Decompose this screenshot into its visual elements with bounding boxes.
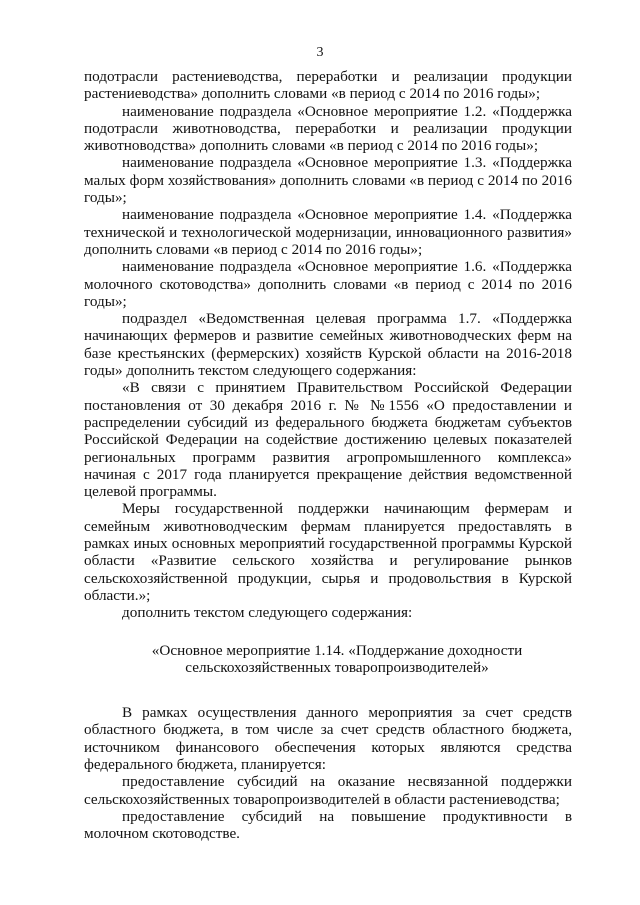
paragraph-subsection-1-4: наименование подраздела «Основное мероприятие 1.4. «Поддержка технической и технологической модернизации, инновационного развития» дополнить словами «в период с 2014 по 2016 годы»; <box>84 206 572 258</box>
paragraph-subsidy-crop: предоставление субсидий на оказание несвязанной поддержки сельскохозяйственных товаропроизводителей в области растениеводства; <box>84 773 572 808</box>
section-heading-line-2: сельскохозяйственных товаропроизводителей» <box>185 658 489 676</box>
paragraph-subsection-1-6: наименование подраздела «Основное мероприятие 1.6. «Поддержка молочного скотоводства» дополнить словами «в период с 2014 по 2016 годы»; <box>84 258 572 310</box>
paragraph-support-measures: Меры государственной поддержки начинающим фермерам и семейным животноводческим фермам планируется предоставлять в рамках иных основных мероприятий государственной программы Курской области «Развитие сельского хозяйства и регулирование рынков сельскохозяйственной продукции, сырья и продовольствия в Курской области.»; <box>84 500 572 604</box>
paragraph-measure-scope: В рамках осуществления данного мероприятия за счет средств областного бюджета, в том числе за счет средств областного бюджета, источником финансового обеспечения которых являются средства федерального бюджета, планируется: <box>84 704 572 773</box>
paragraph-government-decree: «В связи с принятием Правительством Российской Федерации постановления от 30 декабря 2016 г. № №1556 «О предоставлении и распределении субсидий из федерального бюджета бюджетам субъектов Российской Федерации на содействие достижению целевых показателей региональных программ развития агропромышленного комплекса» начиная с 2017 года планируется прекращение действия ведомственной целевой программы. <box>84 379 572 501</box>
paragraph-subsection-1-2: наименование подраздела «Основное мероприятие 1.2. «Поддержка подотрасли животноводства, переработки и реализации продукции животноводства» дополнить словами «в период с 2014 по 2016 годы»; <box>84 102 572 155</box>
section-heading-line-1: «Основное мероприятие 1.14. «Поддержание доходности <box>151 641 523 659</box>
paragraph-add-text: дополнить текстом следующего содержания: <box>122 604 413 622</box>
page-number: 3 <box>316 45 324 60</box>
paragraph-subsidy-dairy: предоставление субсидий на повышение продуктивности в молочном скотоводстве. <box>84 807 572 843</box>
section-heading <box>84 642 572 677</box>
paragraph-subsection-1-3: наименование подраздела «Основное мероприятие 1.3. «Поддержка малых форм хозяйствования» дополнить словами «в период с 2014 по 2016 годы»; <box>84 154 572 207</box>
paragraph-subsection-1-7: подраздел «Ведомственная целевая программа 1.7. «Поддержка начинающих фермеров и развитие семейных животноводческих ферм на базе крестьянских (фермерских) хозяйств Курской области на 2016-2018 годы» дополнить текстом следующего содержания: <box>84 310 572 380</box>
document-body <box>84 68 572 842</box>
paragraph-continuation: подотрасли растениеводства, переработки и реализации продукции растениеводства» дополнить словами «в период с 2014 по 2016 годы»; <box>84 68 572 103</box>
